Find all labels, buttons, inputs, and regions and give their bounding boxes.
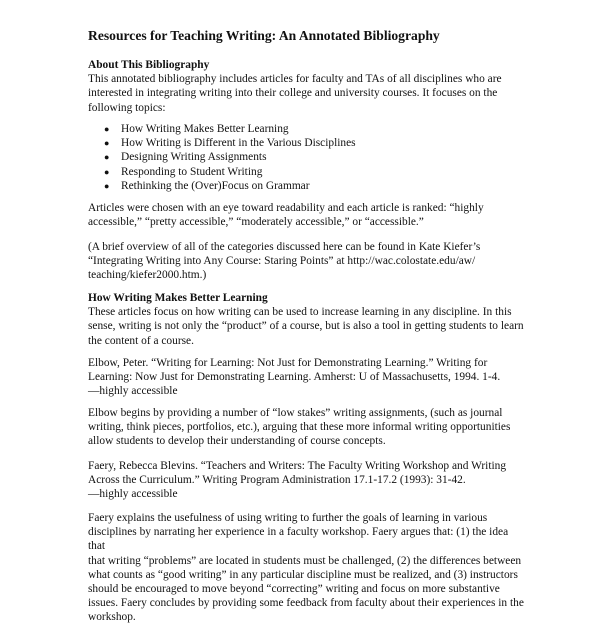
overview-paragraph (88, 240, 528, 283)
about-line: interested in integrating writing into their college and university courses. It focuses on the (88, 87, 498, 100)
bullet-icon: ● (104, 180, 110, 191)
entry-annotation (88, 406, 528, 449)
accessibility-rating: —highly accessible (88, 488, 178, 501)
annotation-line: issues. Faery concludes by providing some feedback from faculty about their experiences in the (88, 597, 524, 610)
entry-citation (88, 459, 528, 502)
topic-item: ● Responding to Student Writing (104, 165, 263, 178)
about-section (88, 58, 528, 115)
ranking-line: accessible,” “pretty accessible,” “moderately accessible,” or “accessible.” (88, 216, 424, 229)
entry-annotation (88, 511, 528, 625)
entry-citation (88, 356, 528, 399)
topic-list (104, 122, 356, 193)
annotation-line: writing, think pieces, portfolios, etc.), arguing that these more informal writing opportunities (88, 421, 511, 434)
annotation-line: should be encouraged to move beyond “correcting” writing and focus on more substantive (88, 583, 500, 596)
section-learning (88, 291, 528, 348)
bullet-icon: ● (104, 124, 110, 134)
topic-item: ● How Writing is Different in the Various Disciplines (104, 137, 356, 150)
bullet-icon: ● (104, 152, 110, 163)
about-line: following topics: (88, 101, 166, 114)
overview-line: (A brief overview of all of the categories discussed here can be found in Kate Kiefer’s (88, 241, 481, 253)
topic-item: ● How Writing Makes Better Learning (104, 123, 289, 135)
annotation-line: workshop. (88, 611, 136, 624)
annotation-line: Elbow begins by providing a number of “low stakes” writing assignments, (such as journal (88, 407, 503, 419)
section-line: sense, writing is not only the “product” of a course, but is also a tool in getting students to learn (88, 320, 524, 333)
annotation-line: that writing “problems” are located in students must be challenged, (2) the differences between (88, 554, 522, 567)
annotation-line: what counts as “good writing” in any particular discipline must be realized, and (3) instructors (88, 568, 518, 581)
topic-item: ● Rethinking the (Over)Focus on Grammar (104, 179, 310, 192)
ranking-paragraph (88, 201, 528, 229)
annotation-line: allow students to develop their understanding of course concepts. (88, 435, 386, 448)
about-heading: About This Bibliography (88, 59, 210, 71)
accessibility-rating: —highly accessible (88, 385, 178, 398)
document-title: Resources for Teaching Writing: An Annotated Bibliography (88, 28, 440, 43)
ranking-line: Articles were chosen with an eye toward readability and each article is ranked: “highly (88, 202, 484, 214)
topic-item: ● Designing Writing Assignments (104, 151, 267, 164)
overview-line: “Integrating Writing into Any Course: Staring Points” at http://wac.colostate.edu/aw/ (88, 255, 476, 268)
annotation-line: disciplines by narrating her experience in a faculty workshop. Faery argues that: (1) the idea that (88, 526, 509, 553)
citation-line: Learning: Now Just for Demonstrating Learning. Amherst: U of Massachusetts, 1994. 1-4. (88, 371, 501, 384)
bullet-icon: ● (104, 138, 110, 149)
citation-line: Elbow, Peter. “Writing for Learning: Not Just for Demonstrating Learning.” Writing for (88, 357, 488, 369)
bullet-icon: ● (104, 166, 110, 177)
section-heading: How Writing Makes Better Learning (88, 292, 268, 304)
section-line: the content of a course. (88, 334, 194, 347)
citation-line: Faery, Rebecca Blevins. “Teachers and Writers: The Faculty Writing Workshop and Writing (88, 460, 507, 472)
annotation-line: Faery explains the usefulness of using writing to further the goals of learning in various (88, 512, 488, 524)
section-line: These articles focus on how writing can be used to increase learning in any discipline. In this (88, 306, 512, 319)
citation-line: Across the Curriculum.” Writing Program Administration 17.1-17.2 (1993): 31-42. (88, 474, 466, 487)
about-line: This annotated bibliography includes articles for faculty and TAs of all disciplines who are (88, 73, 502, 86)
overview-line: teaching/kiefer2000.htm.) (88, 269, 207, 282)
